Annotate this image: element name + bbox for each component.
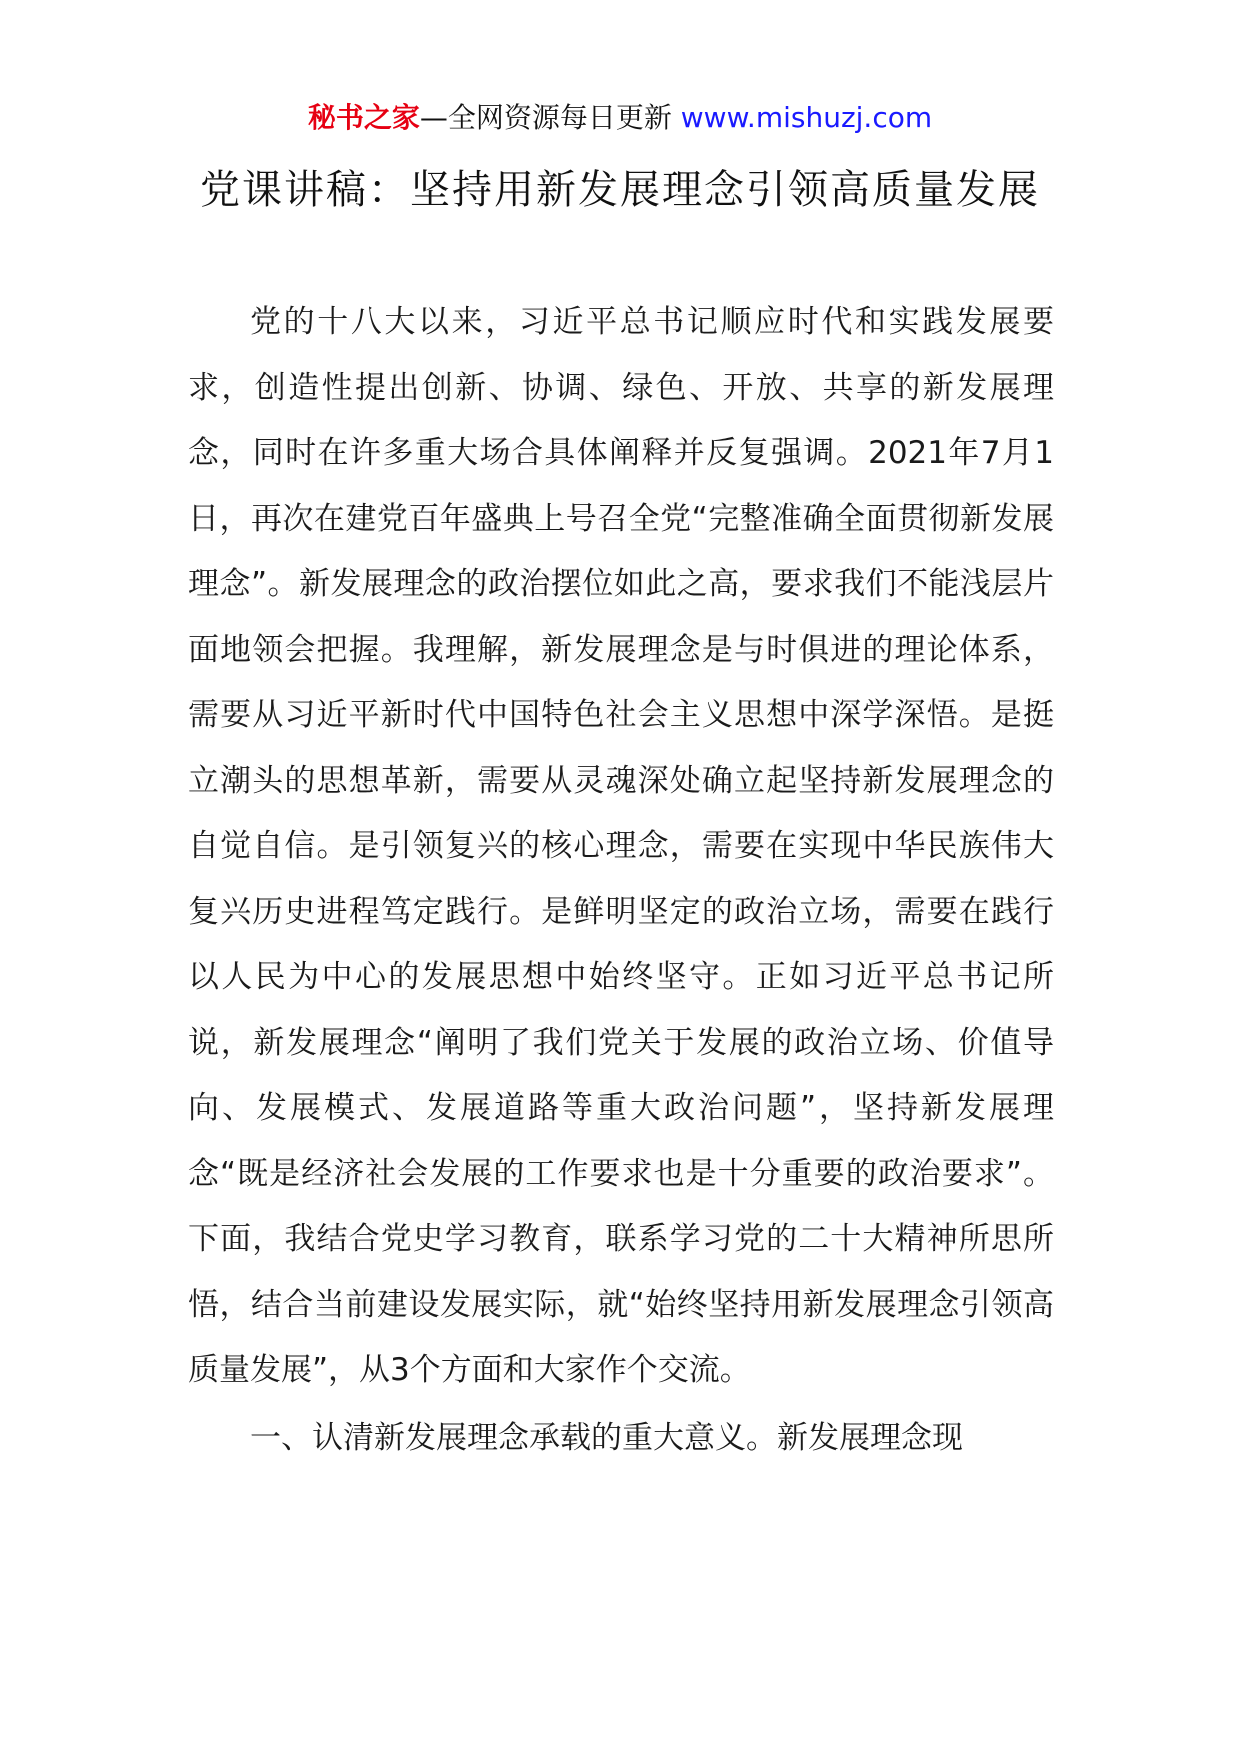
site-header [0, 98, 1240, 138]
document-body [188, 290, 1054, 1471]
brand-name: 秘书之家 [307, 101, 420, 134]
document-title: 党课讲稿：坚持用新发展理念引领高质量发展 [200, 167, 1040, 213]
body-paragraph: 党的十八大以来，习近平总书记顺应时代和实践发展要求，创造性提出创新、协调、绿色、开放、共享的新发展理念，同时在许多重大场合具体阐释并反复强调。2021年7月1日，再次在建党百年盛典上号召全党“完整准确全面贯彻新发展理念”。新发展理念的政治摆位如此之高，要求我们不能浅层片面地领会把握。我理解，新发展理念是与时俱进的理论体系，需要从习近平新时代中国特色社会主义思想中深学深悟。是挺立潮头的思想革新，需要从灵魂深处确立起坚持新发展理念的自觉自信。是引领复兴的核心理念，需要在实现中华民族伟大复兴历史进程笃定践行。是鲜明坚定的政治立场，需要在践行以人民为中心的发展思想中始终坚守。正如习近平总书记所说，新发展理念“阐明了我们党关于发展的政治立场、价值导向、发展模式、发展道路等重大政治问题”，坚持新发展理念“既是经济社会发展的工作要求也是十分重要的政治要求”。下面，我结合党史学习教育，联系学习党的二十大精神所思所悟，结合当前建设发展实际，就“始终坚持用新发展理念引领高质量发展”，从3个方面和大家作个交流。 [188, 304, 1054, 1388]
header-tagline: —全网资源每日更新 [419, 101, 681, 134]
site-url-link[interactable]: www.mishuzj.com [680, 101, 933, 134]
body-paragraph: 一、认清新发展理念承载的重大意义。新发展理念现 [250, 1419, 963, 1456]
